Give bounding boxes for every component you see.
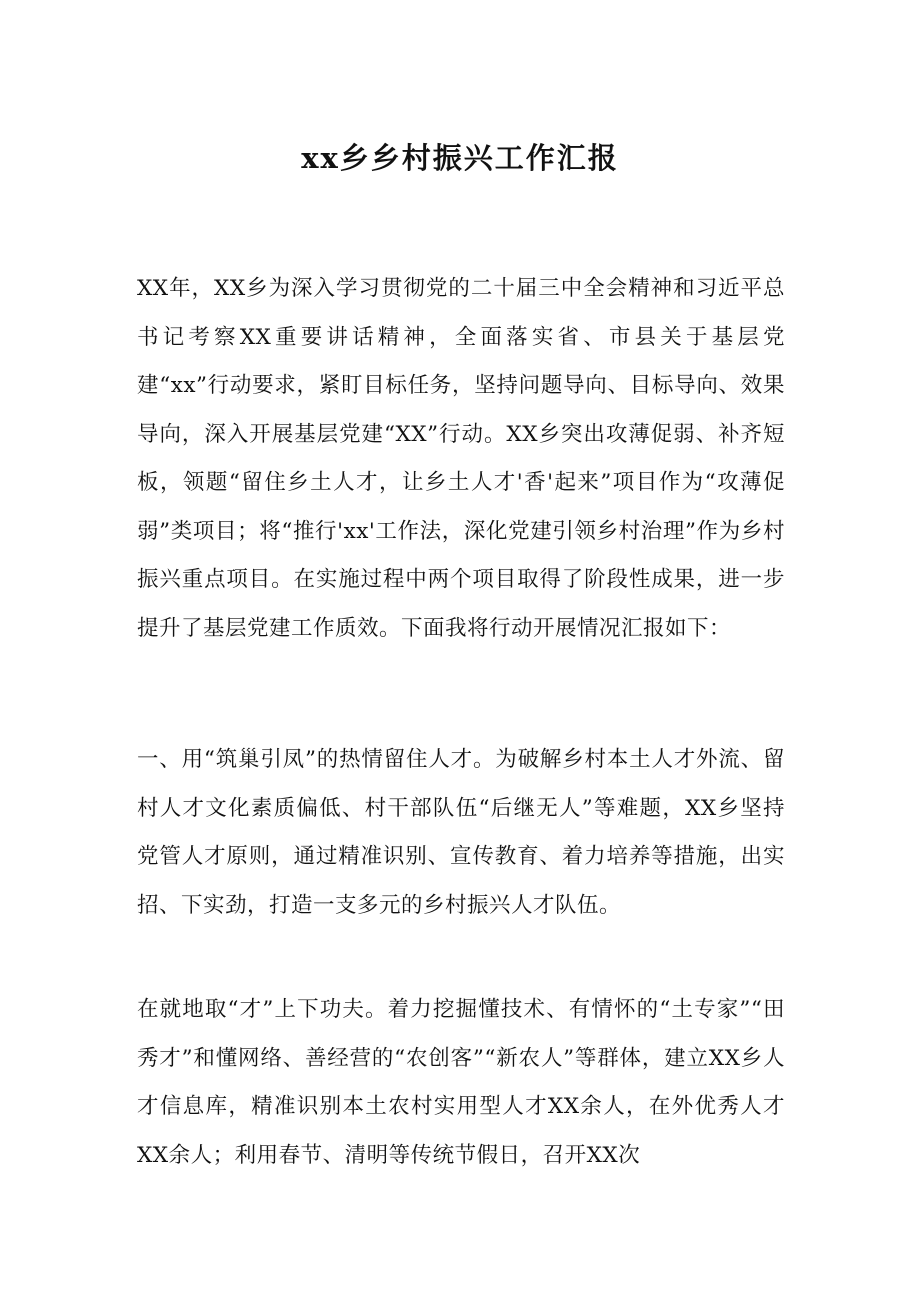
document-title: xx乡乡村振兴工作汇报 <box>301 141 619 175</box>
paragraph-intro: XX年，XX乡为深入学习贯彻党的二十届三中全会精神和习近平总书记考察XX重要讲话精神，全面落实省、市县关于基层党建“xx”行动要求，紧盯目标任务，坚持问题导向、目标导向、效果导向，深入开展基层党建“XX”行动。XX乡突出攻薄促弱、补齐短板，领题“留住乡土人才，让乡土人才'香'起来”项目作为“攻薄促弱”类项目；将“推行'xx'工作法，深化党建引领乡村治理”作为乡村振兴重点项目。在实施过程中两个项目取得了阶段性成果，进一步提升了基层党建工作质效。下面我将行动开展情况汇报如下： <box>137 276 785 641</box>
paragraph-local-talent: 在就地取“才”上下功夫。着力挖掘懂技术、有情怀的“土专家”“田秀才”和懂网络、善经营的“农创客”“新农人”等群体，建立XX乡人才信息库，精准识别本土农村实用型人才XX余人，在外优秀人才XX余人；利用春节、清明等传统节假日，召开XX次 <box>137 997 785 1168</box>
paragraph-section-one: 一、用“筑巢引凤”的热情留住人才。为破解乡村本土人才外流、留村人才文化素质偏低、村干部队伍“后继无人”等难题，XX乡坚持党管人才原则，通过精准识别、宣传教育、着力培养等措施，出实招、下实劲，打造一支多元的乡村振兴人才队伍。 <box>137 747 785 918</box>
